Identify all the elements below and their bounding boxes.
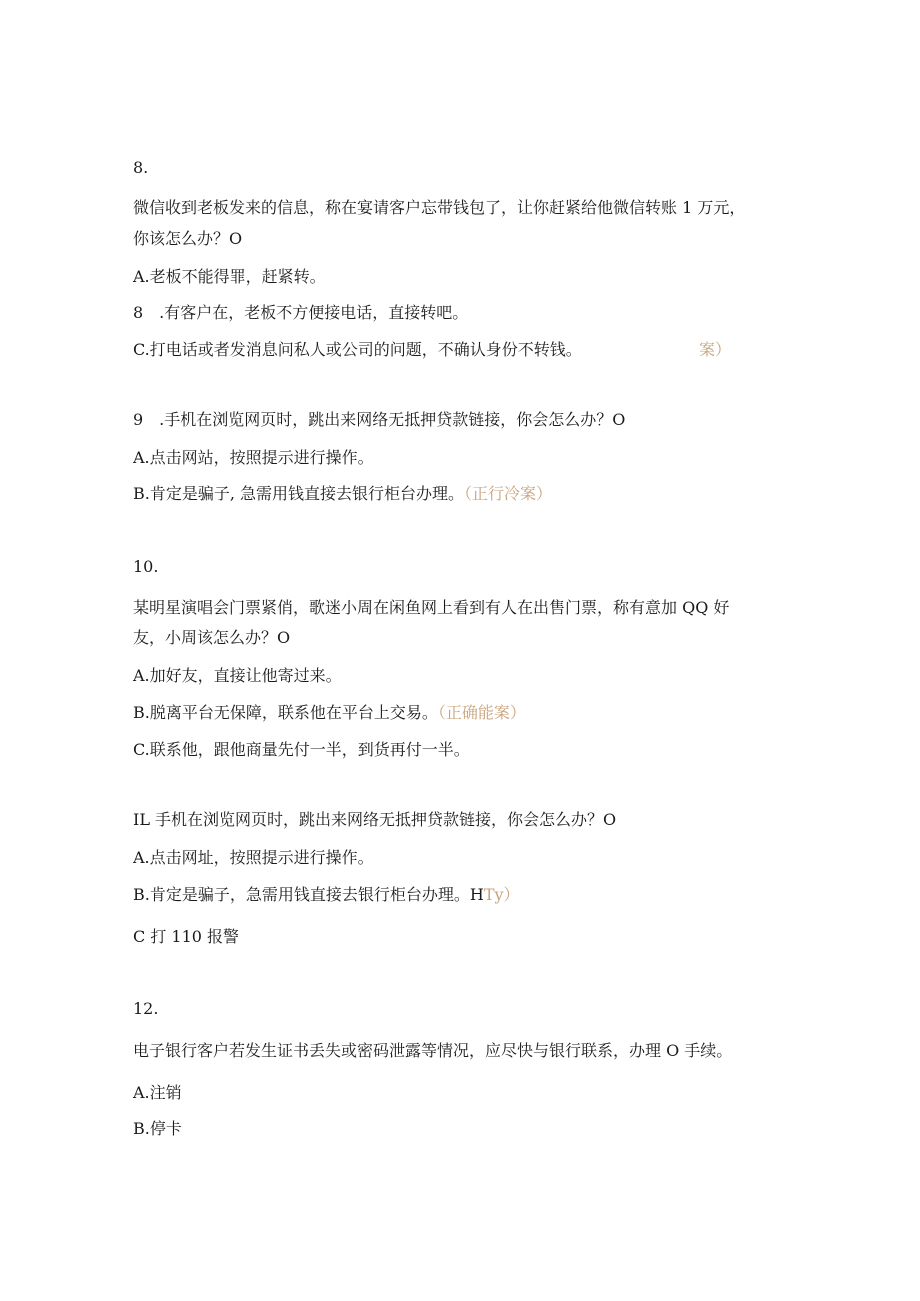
q10-option-b [133,703,526,723]
q8-stem-line2: 你该怎么办？O [133,229,243,248]
q10-stem-line1: 某明星演唱会门票紧俏，歌迷小周在闲鱼网上看到有人在出售门票，称有意加 QQ 好 [133,598,730,617]
q12-stem: 电子银行客户若发生证书丢失或密码泄露等情况，应尽快与银行联系，办理 O 手续。 [133,1041,733,1060]
q8-option-b: 8 .有客户在，老板不方便接电话，直接转吧。 [133,303,469,322]
q12-option-a: A.注销 [133,1083,182,1102]
q9-stem: 9 .手机在浏览网页时，跳出来网络无抵押贷款链接，你会怎么办？O [133,410,626,429]
q11-option-b-text: B.肯定是骗子，急需用钱直接去银行柜台办理。 [133,885,470,904]
q8-option-a: A.老板不能得罪，赶紧转。 [133,267,326,286]
q8-option-c: C.打电话或者发消息问私人或公司的问题，不确认身份不转钱。 [133,340,582,359]
q9-option-b [133,484,552,504]
q10-number: 10. [133,557,159,576]
q11-option-b-answer-mark: Ty） [483,885,520,904]
q8-number: 8. [133,158,149,177]
q11-option-b [133,885,520,905]
q12-option-b: B.停卡 [133,1119,182,1138]
q11-option-b-h: H [469,885,484,904]
q10-option-b-text: B.脱离平台无保障，联系他在平台上交易。 [133,703,438,722]
q9-option-a: A.点击网站，按照提示进行操作。 [133,448,374,467]
q10-option-b-answer-mark: （正确能案） [437,703,526,722]
q11-stem: IL 手机在浏览网页时，跳出来网络无抵押贷款链接，你会怎么办？O [133,810,617,829]
q11-option-a: A.点击网址，按照提示进行操作。 [133,848,374,867]
q10-option-a: A.加好友，直接让他寄过来。 [133,666,342,685]
q10-stem-line2: 友，小周该怎么办？O [133,628,291,647]
q12-number: 12. [133,999,159,1018]
q11-option-c: C 打 110 报警 [133,927,240,946]
q10-option-c: C.联系他，跟他商量先付一半，到货再付一半。 [133,740,470,759]
q9-option-b-answer-mark: （正行冷案） [464,484,553,503]
q8-stem-line1: 微信收到老板发来的信息，称在宴请客户忘带钱包了，让你赶紧给他微信转账 1 万元， [133,198,746,217]
q9-option-b-text: B.肯定是骗子, 急需用钱直接去银行柜台办理。 [133,484,465,503]
q8-option-c-answer-mark: 案） [699,340,732,359]
